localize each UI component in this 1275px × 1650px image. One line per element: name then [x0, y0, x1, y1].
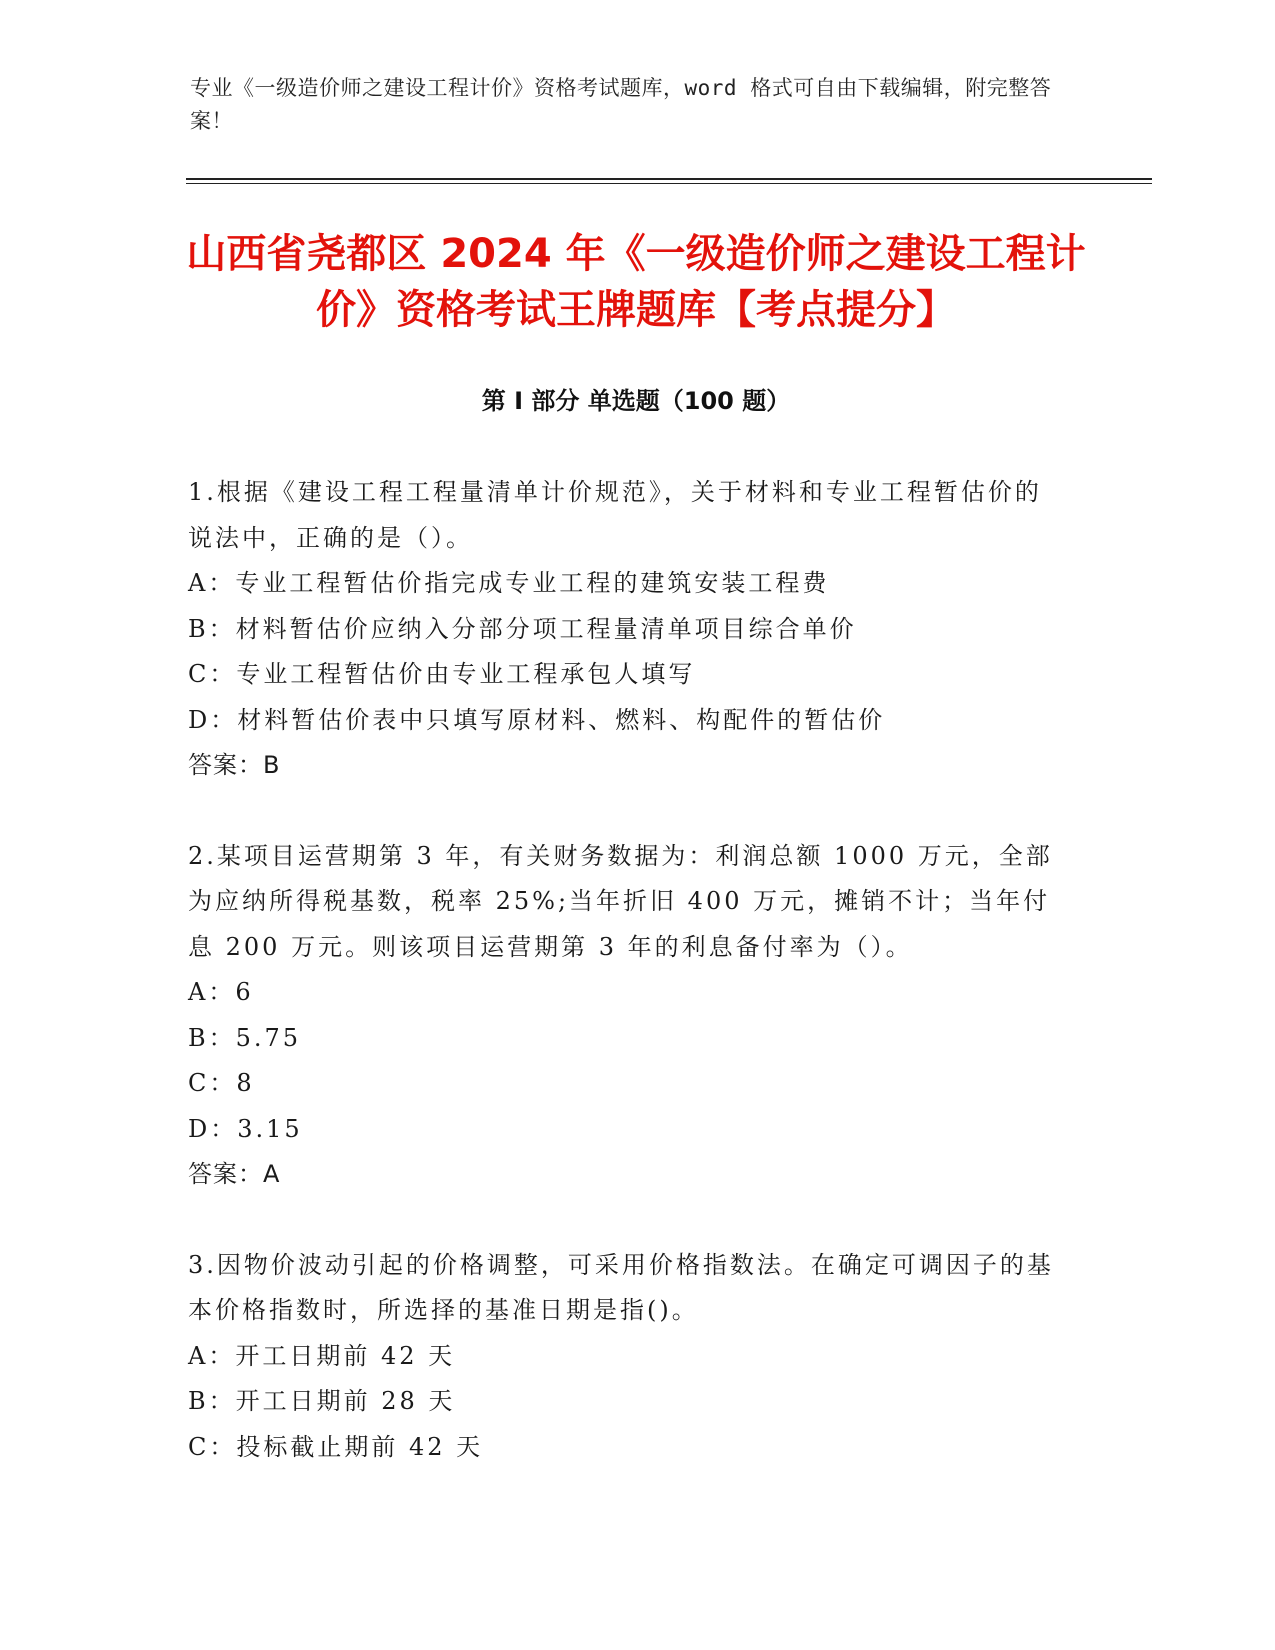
question-option: B：材料暂估价应纳入分部分项工程量清单项目综合单价	[188, 614, 857, 643]
question-option: C：8	[188, 1069, 255, 1097]
question-stem: 1.根据《建设工程工程量清单计价规范》，关于材料和专业工程暂估价的说法中，正确的是（）。	[188, 478, 1042, 552]
question-answer: 答案：B	[188, 751, 281, 779]
question-option: C：专业工程暂估价由专业工程承包人填写	[188, 660, 696, 688]
question-option: B：开工日期前 28 天	[188, 1387, 456, 1415]
header-divider-thin	[186, 183, 1152, 184]
document-title: 山西省尧都区 2024 年《一级造价师之建设工程计价》资格考试王牌题库【考点提分】	[186, 231, 1086, 333]
header-note: 专业《一级造价师之建设工程计价》资格考试题库，word 格式可自由下载编辑，附完整答案！	[190, 76, 1052, 133]
question-2	[188, 834, 1068, 1198]
question-option: D：3.15	[188, 1114, 303, 1143]
question-option: D：材料暂估价表中只填写原材料、燃料、构配件的暂估价	[188, 705, 886, 734]
question-1	[188, 470, 1068, 789]
section-heading: 第 I 部分 单选题（100 题）	[481, 387, 791, 415]
question-stem: 3.因物价波动引起的价格调整，可采用价格指数法。在确定可调因子的基本价格指数时，所选择的基准日期是指()。	[188, 1250, 1054, 1324]
question-option: B：5.75	[188, 1023, 302, 1052]
question-stem: 2.某项目运营期第 3 年，有关财务数据为：利润总额 1000 万元，全部为应纳所得税基数，税率 25%;当年折旧 400 万元，摊销不计；当年付息 200 万元。则该项目运营期第 3 年的利息备付率为（）。	[188, 841, 1053, 961]
question-list	[188, 470, 1068, 1515]
header-divider-thick	[186, 178, 1152, 180]
question-option: A：专业工程暂估价指完成专业工程的建筑安装工程费	[188, 569, 830, 597]
question-option: A：6	[188, 978, 254, 1006]
question-option: A：开工日期前 42 天	[188, 1341, 456, 1370]
question-3	[188, 1243, 1068, 1471]
question-answer: 答案：A	[188, 1160, 281, 1188]
question-option: C：投标截止期前 42 天	[188, 1432, 484, 1461]
